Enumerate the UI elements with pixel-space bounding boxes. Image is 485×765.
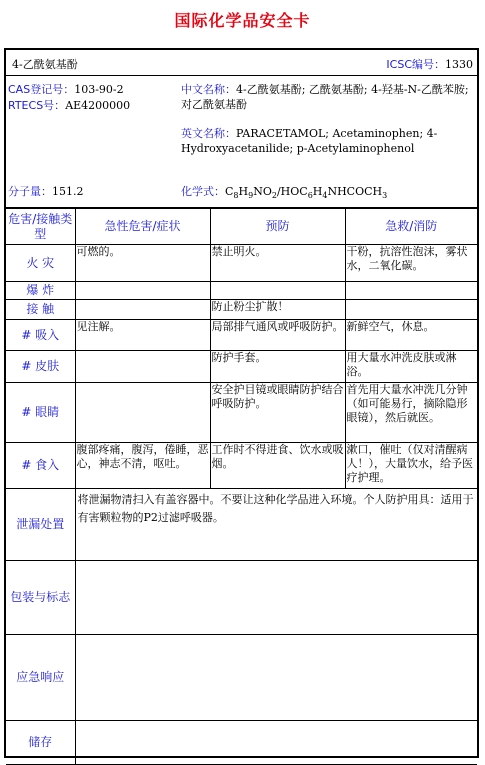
row-label: 接 触	[6, 300, 75, 320]
english-names	[181, 126, 473, 156]
row-label: # 眼睛	[6, 383, 75, 443]
header-acute-hazard: 急性危害/症状	[75, 209, 210, 245]
icsc-number	[386, 56, 473, 72]
prevention-cell: 安全护目镜或眼睛防护结合呼吸防护。	[210, 383, 345, 443]
prevention-cell	[210, 282, 345, 300]
section-text	[75, 561, 477, 635]
row-eyes	[6, 383, 477, 443]
first-aid-cell	[345, 282, 477, 300]
hazard-cell	[75, 383, 210, 443]
prevention-cell: 禁止明火。	[210, 245, 345, 282]
hazard-cell	[75, 300, 210, 320]
section-text: 将泄漏物清扫入有盖容器中。不要让这种化学品进入环境。个人防护用具：适用于有害颗粒物的P2过滤呼吸器。	[75, 489, 477, 561]
rtecs-number	[8, 98, 130, 113]
cn-name-label: 中文名称：	[181, 83, 236, 96]
mw-label: 分子量：	[8, 185, 52, 198]
first-aid-cell	[345, 300, 477, 320]
header-prevention: 预防	[210, 209, 345, 245]
cas-value: 103-90-2	[74, 83, 124, 96]
first-aid-cell: 首先用大量水冲洗几分钟（如可能易行，摘除隐形眼镜），然后就医。	[345, 383, 477, 443]
row-emergency	[6, 635, 477, 721]
row-label: 火 灾	[6, 245, 75, 282]
hazard-cell: 腹部疼痛，腹泻，倦睡，恶心，神志不清，呕吐。	[75, 443, 210, 489]
chemical-formula	[181, 184, 387, 203]
first-aid-cell: 新鲜空气，休息。	[345, 320, 477, 351]
rtecs-value: AE4200000	[65, 99, 131, 112]
en-name-value: PARACETAMOL; Acetaminophen; 4-Hydroxyacetanilide; p-Acetylaminophenol	[181, 127, 438, 155]
hazard-cell	[75, 351, 210, 383]
row-ingestion	[6, 443, 477, 489]
rtecs-label: RTECS号：	[8, 99, 66, 112]
section-text	[75, 721, 477, 765]
cas-number	[8, 82, 124, 97]
row-storage	[6, 721, 477, 765]
identifiers-section	[6, 76, 477, 208]
name-bar	[6, 50, 477, 76]
icsc-label: ICSC编号：	[386, 58, 445, 71]
row-inhalation	[6, 320, 477, 351]
prevention-cell: 工作时不得进食、饮水或吸烟。	[210, 443, 345, 489]
row-spillage	[6, 489, 477, 561]
en-name-label: 英文名称：	[181, 127, 236, 140]
cn-name-value: 4-乙酰氨基酚; 乙酰氨基酚; 4-羟基-N-乙酰苯胺; 对乙酰氨基酚	[181, 83, 469, 111]
section-label: 包装与标志	[6, 561, 75, 635]
first-aid-cell: 漱口，催吐（仅对清醒病人！），大量饮水，给予医疗护理。	[345, 443, 477, 489]
row-label: # 吸入	[6, 320, 75, 351]
section-label: 储存	[6, 721, 75, 765]
chemical-name: 4-乙酰氨基酚	[12, 58, 78, 71]
row-explosion	[6, 282, 477, 300]
molecular-weight	[8, 184, 84, 199]
hazard-table	[6, 208, 477, 765]
row-skin	[6, 351, 477, 383]
prevention-cell: 局部排气通风或呼吸防护。	[210, 320, 345, 351]
header-first-aid: 急救/消防	[345, 209, 477, 245]
section-text	[75, 635, 477, 721]
row-label: # 皮肤	[6, 351, 75, 383]
formula-label: 化学式：	[181, 185, 225, 198]
prevention-cell: 防护手套。	[210, 351, 345, 383]
safety-card	[4, 48, 479, 758]
section-label: 应急响应	[6, 635, 75, 721]
row-label: 爆 炸	[6, 282, 75, 300]
hazard-cell: 见注解。	[75, 320, 210, 351]
chinese-names	[181, 82, 473, 112]
first-aid-cell: 干粉，抗溶性泡沫，雾状水，二氧化碳。	[345, 245, 477, 282]
first-aid-cell: 用大量水冲洗皮肤或淋浴。	[345, 351, 477, 383]
card-title: 国际化学品安全卡	[174, 11, 311, 30]
cas-label: CAS登记号：	[8, 83, 75, 96]
formula-value: $C_8H_9NO_2/HOC_6H_4NHCOCH_3$	[225, 185, 388, 201]
prevention-cell: 防止粉尘扩散！	[210, 300, 345, 320]
section-label: 泄漏处置	[6, 489, 75, 561]
hazard-cell: 可燃的。	[75, 245, 210, 282]
row-exposure	[6, 300, 477, 320]
table-header-row	[6, 209, 477, 245]
row-packaging	[6, 561, 477, 635]
icsc-value: 1330	[445, 58, 473, 71]
row-fire	[6, 245, 477, 282]
header-contact-type: 危害/接触类型	[6, 209, 75, 245]
hazard-cell	[75, 282, 210, 300]
mw-value: 151.2	[52, 185, 84, 198]
row-label: # 食入	[6, 443, 75, 489]
